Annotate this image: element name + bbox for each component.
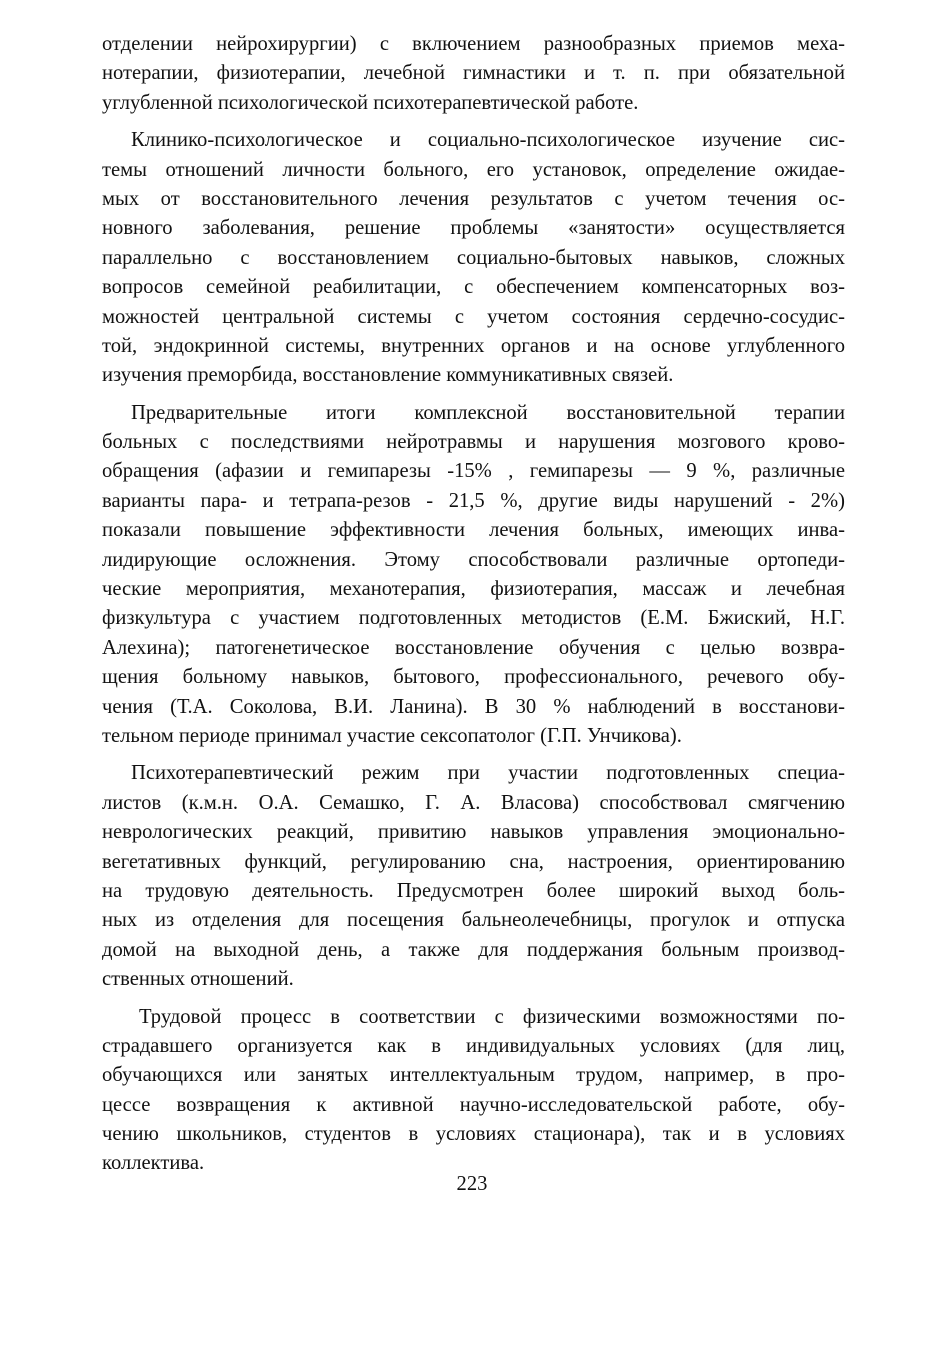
text-line: изучения преморбида, восстановление коммуникативных связей. xyxy=(102,364,674,387)
text-line: отделении нейрохирургии) с включением разнообразных приемов меха- xyxy=(102,33,845,55)
text-line: чения (Т.А. Соколова, В.И. Ланина). В 30 % наблюдений в восстанови- xyxy=(102,695,845,718)
text-line: показали повышение эффективности лечения больных, имеющих инва- xyxy=(102,519,845,542)
text-line: вопросов семейной реабилитации, с обеспечением компенсаторных воз- xyxy=(102,276,845,299)
text-line: обучающихся или занятых интеллектуальным трудом, например, в про- xyxy=(102,1064,845,1087)
text-line: на трудовую деятельность. Предусмотрен более широкий выход боль- xyxy=(102,879,845,902)
paragraph xyxy=(102,30,845,118)
text-line: неврологических реакций, привитию навыков управления эмоционально- xyxy=(102,821,845,844)
text-line: ственных отношений. xyxy=(102,968,294,991)
text-line: ческие мероприятия, механотерапия, физиотерапия, массаж и лечебная xyxy=(102,578,845,601)
paragraph xyxy=(102,759,845,994)
text-line: цессе возвращения к активной научно-исследовательской работе, обу- xyxy=(102,1093,845,1116)
text-line: вегетативных функций, регулированию сна, настроения, ориентированию xyxy=(102,850,845,873)
text-line: ных из отделения для посещения бальнеолечебницы, прогулок и отпуска xyxy=(102,909,845,932)
text-line: больных с последствиями нейротравмы и нарушения мозгового крово- xyxy=(102,431,845,454)
text-line: варианты пара- и тетрапа-резов - 21,5 %, другие виды нарушений - 2%) xyxy=(102,489,845,512)
text-line: обращения (афазии и гемипарезы -15% , гемипарезы — 9 %, различные xyxy=(102,460,845,483)
text-line: домой на выходной день, а также для поддержания больным производ- xyxy=(102,938,845,961)
text-line: тельном периоде принимал участие сексопатолог (Г.П. Унчикова). xyxy=(102,724,682,747)
text-line: углубленной психологической психотерапевтической работе. xyxy=(102,91,639,114)
text-line: можностей центральной системы с учетом состояния сердечно-сосудис- xyxy=(102,305,845,328)
paragraph xyxy=(102,1003,845,1179)
paragraph xyxy=(102,399,845,752)
text-line: Предварительные итоги комплексной восстановительной терапии xyxy=(131,401,845,424)
text-line: щения больному навыков, бытового, профессионального, речевого обу- xyxy=(102,666,845,689)
text-line: чению школьников, студентов в условиях стационара), так и в условиях xyxy=(102,1123,845,1146)
text-line: Алехина); патогенетическое восстановление обучения с целью возвра- xyxy=(102,636,845,659)
text-line: физкультура с участием подготовленных методистов (Е.М. Бжиский, Н.Г. xyxy=(102,607,845,630)
text-line: мых от восстановительного лечения результатов с учетом течения ос- xyxy=(102,187,845,210)
text-line: лидирующие осложнения. Этому способствовали различные ортопеди- xyxy=(102,548,845,571)
paragraph xyxy=(102,126,845,391)
text-line: листов (к.м.н. О.А. Семашко, Г. А. Власова) способствовал смягчению xyxy=(102,791,845,814)
text-line: параллельно с восстановлением социально-бытовых навыков, сложных xyxy=(102,246,845,269)
text-line: коллектива. xyxy=(102,1152,205,1175)
text-line: страдавшего организуется как в индивидуальных условиях (для лиц, xyxy=(102,1034,845,1057)
text-line: Клинико-психологическое и социально-психологическое изучение сис- xyxy=(131,129,845,152)
text-line: Психотерапевтический режим при участии подготовленных специа- xyxy=(131,762,845,785)
text-line: нотерапии, физиотерапии, лечебной гимнастики и т. п. при обязательной xyxy=(102,62,845,85)
page-number: 223 xyxy=(456,1173,488,1195)
text-line: темы отношений личности больного, его установок, определение ожидае- xyxy=(102,158,845,181)
text-line: той, эндокринной системы, внутренних органов и на основе углубленного xyxy=(102,334,845,357)
text-line: новного заболевания, решение проблемы «занятости» осуществляется xyxy=(102,217,845,240)
text-line: Трудовой процесс в соответствии с физическими возможностями по- xyxy=(139,1005,845,1028)
page-text xyxy=(102,0,845,1179)
